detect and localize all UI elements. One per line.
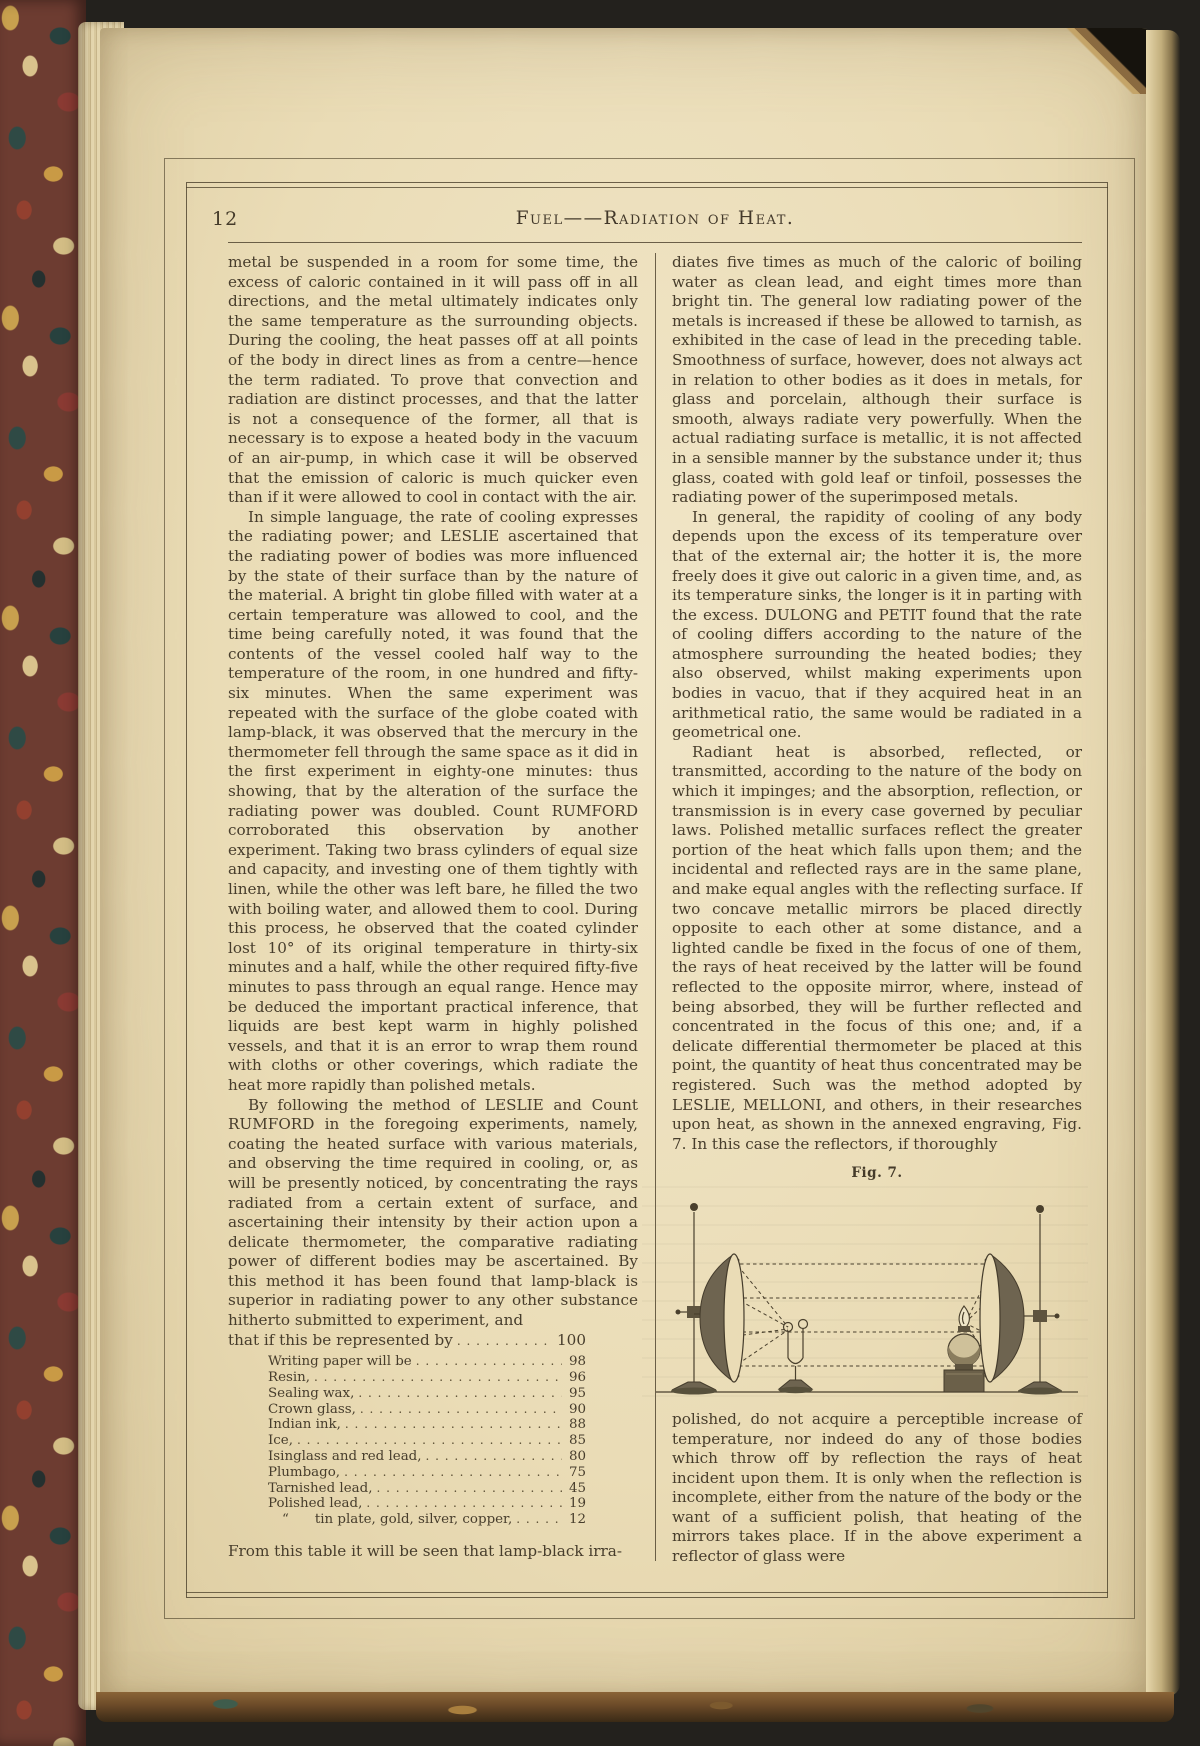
leader-line (228, 1331, 638, 1352)
spirit-lamp (944, 1306, 984, 1392)
table-row (268, 1354, 586, 1370)
dot-leader (358, 1386, 562, 1402)
table-row (268, 1370, 586, 1386)
paragraph: In general, the rapidity of cooling of any body depends upon the excess of its temperature over that of the external air; the hotter it is, the more freely does it give out caloric in a given time, and, as its temperature sinks, the longer is it in parting with the excess. DULONG and PETIT found that the rate of cooling differs according to the nature of the atmosphere surrounding the heated bodies; they also observed, whilst making experiments upon bodies in vacuo, that if they acquired heat in an arithmetical ratio, the same would be radiated in a geometrical one. (672, 507, 1082, 742)
row-value: 12 (568, 1512, 586, 1528)
figure-caption: Fig. 7. (851, 1165, 903, 1182)
row-label: Crown glass, (268, 1401, 356, 1417)
page-corner-shadow (1002, 28, 1152, 94)
paragraph: polished, do not acquire a perceptible increase of temperature, nor indeed do any of those bodies which throw off by reflection the rays of heat incident upon them. It is only when the reflection is incomplete, either from the nature of the body or the want of a sufficient polish, that heating of the mirrors takes place. If in the above experiment a reflector of glass were (672, 1409, 1082, 1566)
header-rule (228, 242, 1082, 243)
row-label: tin plate, gold, silver, copper, (314, 1512, 513, 1528)
table-row (268, 1465, 586, 1481)
row-value: 75 (568, 1464, 586, 1480)
dot-leader (297, 1433, 562, 1449)
closing-line: From this table it will be seen that lamp-black irra- (228, 1542, 622, 1561)
row-label: Sealing wax, (268, 1385, 355, 1401)
dot-leader (426, 1449, 562, 1465)
page-header (212, 206, 1082, 236)
row-value: 80 (568, 1449, 586, 1465)
row-label: Tarnished lead, (268, 1480, 373, 1496)
table-row (268, 1449, 586, 1465)
row-label: Isinglass and red lead, (268, 1449, 422, 1465)
figure-engraving (642, 1186, 1088, 1404)
book-page (100, 28, 1152, 1698)
paragraph: In simple language, the rate of cooling expresses the radiating power; and LESLIE ascertained that the radiating power of bodies was more influenced by the state of their surface than by the nature of the material. A bright tin globe filled with water at a certain temperature was allowed to cool, and the time being carefully noted, it was found that the contents of the vessel cooled half way to the temperature of the room, in one hundred and fifty-six minutes. When the same experiment was repeated with the surface of the globe coated with lamp-black, it was observed that the mercury in the thermometer fell through the same space as it did in the first experiment in eighty-one minutes: thus showing, that by the alteration of the surface the radiating power was doubled. Count RUMFORD corroborated this observation by another experiment. Taking two brass cylinders of equal size and capacity, and investing one of them tightly with linen, while the other was left bare, he filled the two with boiling water, and allowed them to cool. During this process, he observed that the coated cylinder lost 10° of its original temperature in thirty-six minutes and a half, while the other required fifty-five minutes to pass through an equal range. Hence may be deduced the important practical inference, that liquids are best kept warm in highly polished vessels, and that it is an error to wrap them round with cloths or other coverings, which radiate the heat more rapidly than polished metals. (228, 507, 638, 1094)
row-value: 45 (568, 1480, 586, 1496)
table-row (268, 1417, 586, 1433)
table-row (268, 1496, 586, 1512)
row-value: 96 (568, 1370, 586, 1386)
row-label: Resin, (268, 1370, 311, 1386)
right-column (672, 253, 1082, 1573)
page-content (212, 206, 1082, 1578)
dot-leader (360, 1402, 562, 1418)
dot-leader (457, 1331, 553, 1352)
row-value: 98 (568, 1354, 586, 1370)
dot-leader (516, 1512, 562, 1528)
leader-line-value: 100 (557, 1330, 586, 1349)
differential-thermometer (779, 1319, 813, 1393)
table-row (268, 1386, 586, 1402)
running-header: Fuel——Radiation of Heat. (515, 208, 795, 229)
table-row (268, 1512, 586, 1528)
row-value: 19 (568, 1496, 586, 1512)
right-stand (1018, 1205, 1062, 1395)
page-fore-edge (1146, 30, 1180, 1696)
row-value: 95 (568, 1385, 586, 1401)
ditto-mark: “ (282, 1512, 289, 1528)
paragraph: Radiant heat is absorbed, reflected, or transmitted, according to the nature of the body on which it impinges; and the absorption, reflection, or transmission is in every case governed by peculiar laws. Polished metallic surfaces reflect the greater portion of the heat which falls upon them; and the incidental and reflected rays are in the same plane, and make equal angles with the reflecting surface. If two concave metallic mirrors be placed directly opposite to each other at some distance, and a lighted candle be fixed in the focus of one of them, the rays of heat received by the latter will be found reflected to the opposite mirror, where, instead of being absorbed, they will be further reflected and concentrated in the focus of this one; and, if a delicate differential thermometer be placed at this point, the quantity of heat thus concentrated may be registered. Such was the method adopted by LESLIE, MELLONI, and others, in their researches upon heat, as shown in the annexed engraving, Fig. 7. In this case the reflectors, if thoroughly (672, 742, 1082, 1153)
left-column (228, 253, 638, 1573)
dot-leader (344, 1465, 562, 1481)
row-value: 90 (568, 1401, 586, 1417)
dot-leader (314, 1370, 562, 1386)
book-binding-marbled-paper (0, 0, 86, 1746)
book-bottom-edge (96, 1692, 1174, 1722)
paragraph: metal be suspended in a room for some time, the excess of caloric contained in it will pass off in all directions, and the metal ultimately indicates only the same temperature as the surrounding objects. During the cooling, the heat passes off at all points of the body in direct lines as from a centre—hence the term radiated. To prove that convection and radiation are distinct processes, and that the latter is not a consequence of the former, all that is necessary is to expose a heated body in the vacuum of an air-pump, in which case it will be observed that the emission of caloric is much quicker even than if it were allowed to cool in contact with the air. (228, 253, 638, 507)
row-label: Writing paper will be (268, 1354, 412, 1370)
row-label: Plumbago, (268, 1464, 341, 1480)
page-number: 12 (212, 208, 239, 230)
row-label: Indian ink, (268, 1417, 341, 1433)
leader-line-text: that if this be represented by (228, 1330, 453, 1349)
left-reflector (694, 1254, 744, 1382)
row-value: 85 (568, 1433, 586, 1449)
dot-leader (416, 1354, 562, 1370)
row-label: Polished lead, (268, 1496, 363, 1512)
row-label: Ice, (268, 1433, 293, 1449)
table-row (268, 1481, 586, 1497)
table-row (268, 1402, 586, 1418)
paragraph: By following the method of LESLIE and Count RUMFORD in the foregoing experiments, namely, coating the heated surface with various materials, and observing the time required in cooling, or, as will be presently noticed, by concentrating the rays radiated from a certain extent of surface, and ascertaining their intensity by their action upon a delicate thermometer, the comparative radiating power of different bodies may be ascertained. By this method it has been found that lamp-black is superior in radiating power to any other substance hitherto submitted to experiment, and (228, 1095, 638, 1330)
right-reflector (980, 1254, 1038, 1382)
two-column-text (228, 253, 1082, 1573)
dot-leader (366, 1496, 562, 1512)
dot-leader (376, 1481, 562, 1497)
table-row (268, 1433, 586, 1449)
mirror-experiment-figure (642, 1186, 1088, 1404)
paragraph: diates five times as much of the caloric of boiling water as clean lead, and eight times more than bright tin. The general low radiating power of the metals is increased if these be allowed to tarnish, as exhibited in the case of lead in the preceding table. Smoothness of surface, however, does not always act in relation to other bodies as it does in metals, for glass and porcelain, although their surface is smooth, always radiate very powerfully. When the actual radiating surface is metallic, it is not affected in a sensible manner by the substance under it; thus glass, coated with gold leaf or tinfoil, possesses the radiating power of the superimposed metals. (672, 253, 1082, 507)
radiating-power-table (228, 1354, 638, 1528)
row-value: 88 (568, 1417, 586, 1433)
dot-leader (345, 1417, 562, 1433)
